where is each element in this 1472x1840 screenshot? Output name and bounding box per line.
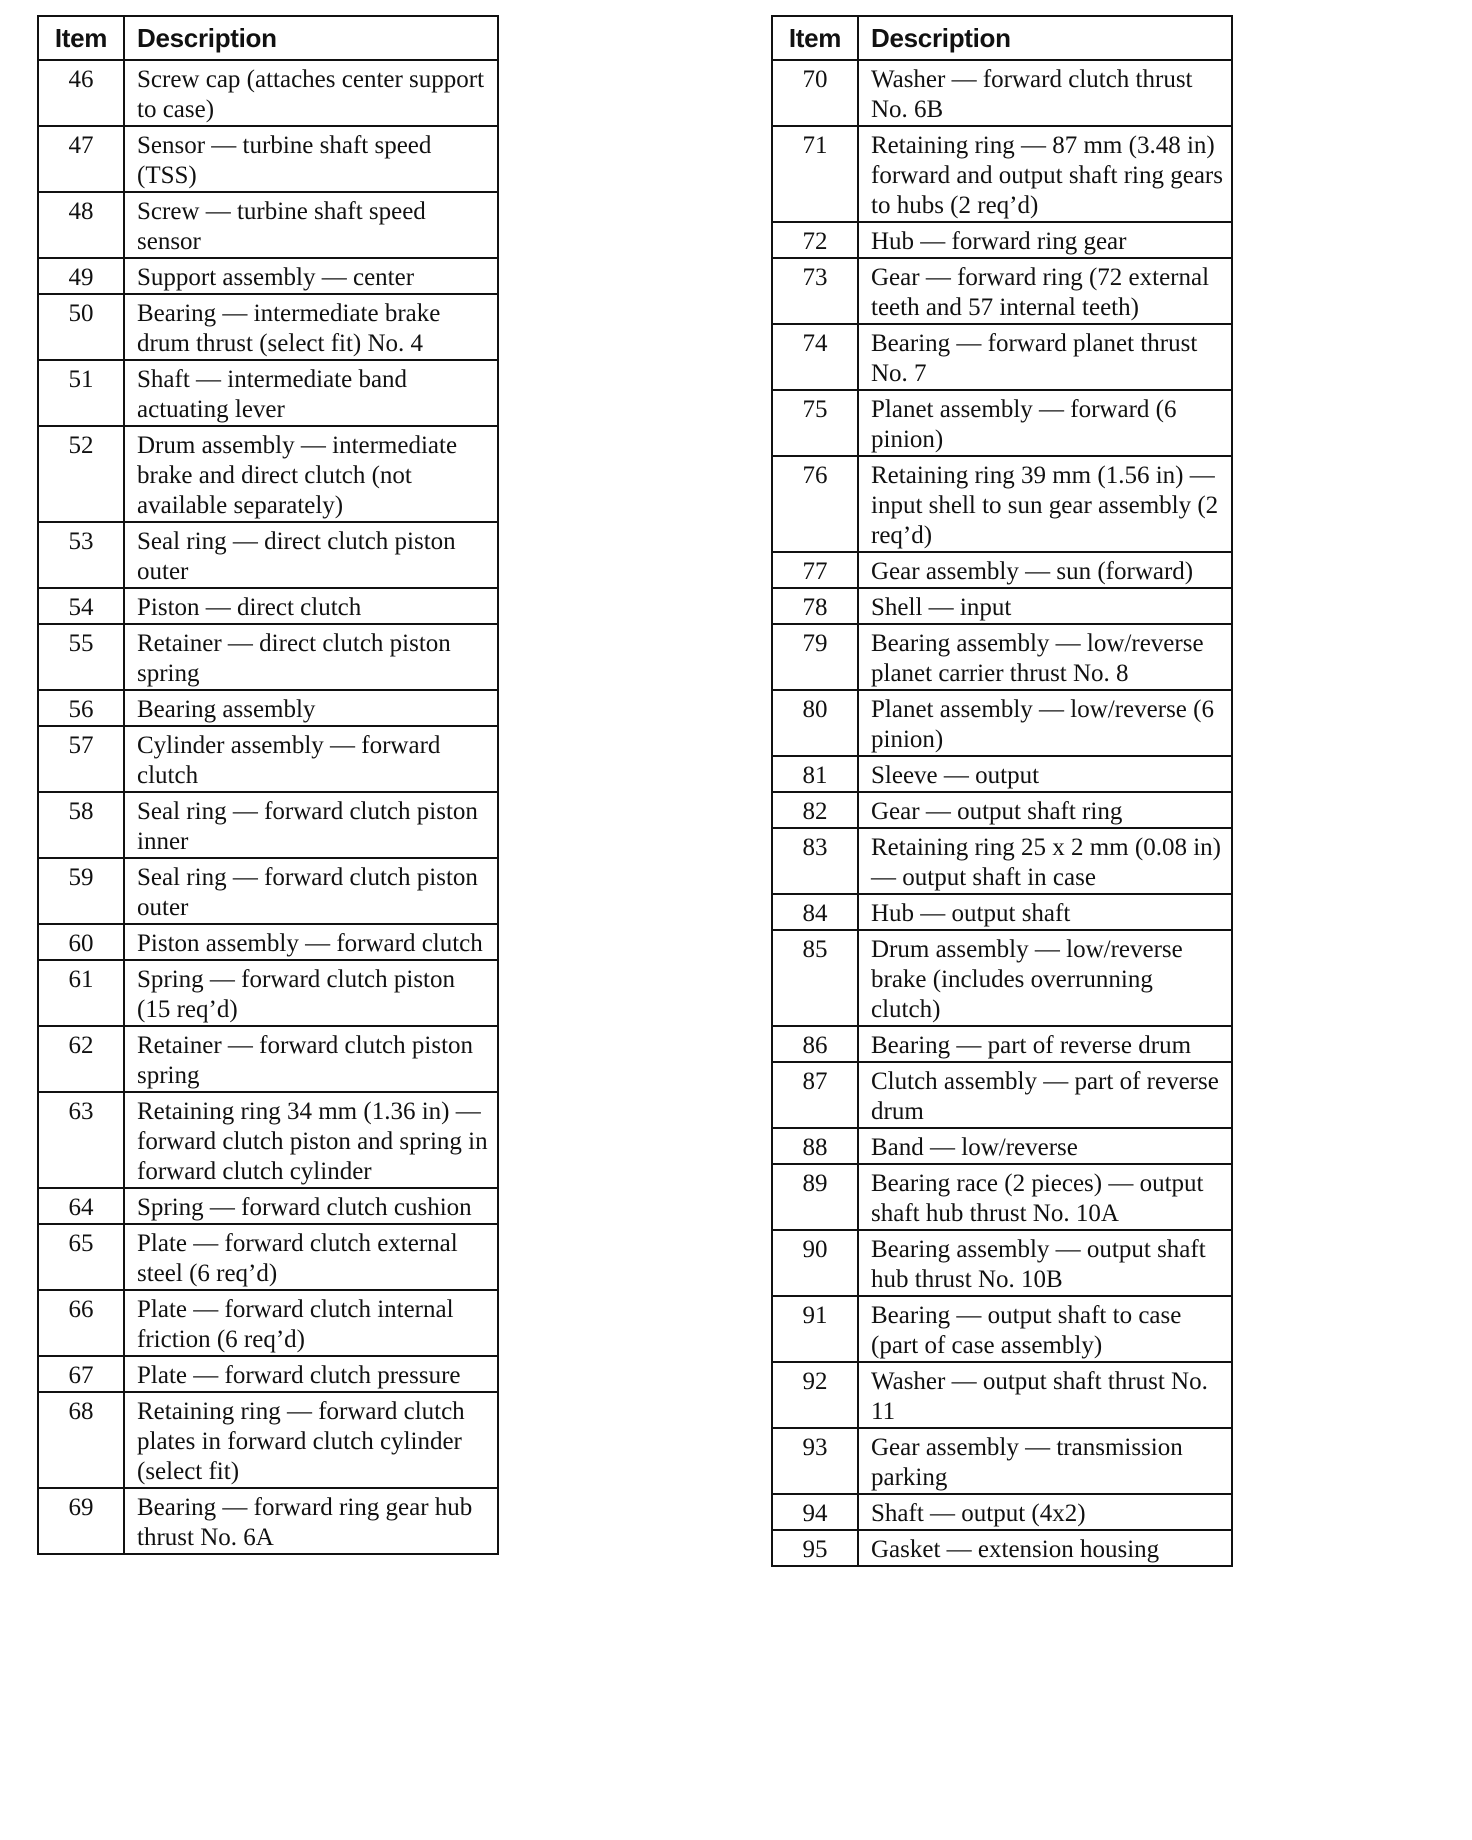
header-row (772, 16, 1232, 60)
item-number: 90 (772, 1230, 858, 1296)
item-description: Bearing — intermediate brake drum thrust (select fit) No. 4 (124, 294, 498, 360)
item-number: 91 (772, 1296, 858, 1362)
item-description: Shaft — output (4x2) (858, 1494, 1232, 1530)
item-description: Gasket — extension housing (858, 1530, 1232, 1566)
item-number: 76 (772, 456, 858, 552)
item-description: Piston assembly — forward clutch (124, 924, 498, 960)
item-number: 66 (38, 1290, 124, 1356)
item-description: Planet assembly — forward (6 pinion) (858, 390, 1232, 456)
table-row (38, 960, 498, 1026)
item-description: Drum assembly — low/reverse brake (includes overrunning clutch) (858, 930, 1232, 1026)
table-row (772, 1296, 1232, 1362)
item-number: 74 (772, 324, 858, 390)
item-number: 56 (38, 690, 124, 726)
item-number: 92 (772, 1362, 858, 1428)
item-number: 61 (38, 960, 124, 1026)
item-number: 94 (772, 1494, 858, 1530)
table-row (38, 858, 498, 924)
description-column-header: Description (124, 16, 498, 60)
table-row (772, 552, 1232, 588)
item-column-header: Item (772, 16, 858, 60)
item-description: Sleeve — output (858, 756, 1232, 792)
item-number: 53 (38, 522, 124, 588)
item-description: Retaining ring 39 mm (1.56 in) — input shell to sun gear assembly (2 req’d) (858, 456, 1232, 552)
item-description: Retaining ring — forward clutch plates in forward clutch cylinder (select fit) (124, 1392, 498, 1488)
item-description: Washer — forward clutch thrust No. 6B (858, 60, 1232, 126)
table-row (38, 360, 498, 426)
table-row (38, 624, 498, 690)
item-description: Shell — input (858, 588, 1232, 624)
table-row (772, 894, 1232, 930)
header-row (38, 16, 498, 60)
item-description: Clutch assembly — part of reverse drum (858, 1062, 1232, 1128)
table-row (38, 522, 498, 588)
table-row (38, 192, 498, 258)
table-row (772, 456, 1232, 552)
item-number: 52 (38, 426, 124, 522)
table-row (772, 324, 1232, 390)
item-description: Band — low/reverse (858, 1128, 1232, 1164)
item-number: 70 (772, 60, 858, 126)
item-description: Spring — forward clutch cushion (124, 1188, 498, 1224)
item-number: 81 (772, 756, 858, 792)
parts-table-right (771, 15, 1233, 1567)
table-row (772, 1026, 1232, 1062)
table-row (38, 1224, 498, 1290)
item-description: Shaft — intermediate band actuating lever (124, 360, 498, 426)
item-description: Bearing assembly — output shaft hub thrust No. 10B (858, 1230, 1232, 1296)
item-description: Spring — forward clutch piston (15 req’d) (124, 960, 498, 1026)
item-number: 68 (38, 1392, 124, 1488)
item-number: 78 (772, 588, 858, 624)
item-number: 77 (772, 552, 858, 588)
table-row (772, 828, 1232, 894)
table-row (38, 1392, 498, 1488)
item-description: Cylinder assembly — forward clutch (124, 726, 498, 792)
item-number: 55 (38, 624, 124, 690)
parts-table-left (37, 15, 499, 1555)
item-number: 82 (772, 792, 858, 828)
item-description: Retaining ring 25 x 2 mm (0.08 in) — output shaft in case (858, 828, 1232, 894)
item-number: 49 (38, 258, 124, 294)
description-column-header: Description (858, 16, 1232, 60)
table-row (772, 1428, 1232, 1494)
item-number: 69 (38, 1488, 124, 1554)
table-row (38, 126, 498, 192)
item-description: Bearing assembly — low/reverse planet carrier thrust No. 8 (858, 624, 1232, 690)
table-row (38, 1188, 498, 1224)
table-row (772, 1530, 1232, 1566)
item-number: 88 (772, 1128, 858, 1164)
item-number: 51 (38, 360, 124, 426)
table-row (38, 426, 498, 522)
item-description: Retaining ring 34 mm (1.36 in) — forward clutch piston and spring in forward clutch cylinder (124, 1092, 498, 1188)
table-row (38, 690, 498, 726)
table-row (38, 1290, 498, 1356)
item-number: 84 (772, 894, 858, 930)
item-description: Bearing — forward ring gear hub thrust No. 6A (124, 1488, 498, 1554)
item-description: Plate — forward clutch external steel (6 req’d) (124, 1224, 498, 1290)
item-number: 46 (38, 60, 124, 126)
item-number: 72 (772, 222, 858, 258)
item-description: Hub — output shaft (858, 894, 1232, 930)
table-row (772, 792, 1232, 828)
item-description: Gear — forward ring (72 external teeth and 57 internal teeth) (858, 258, 1232, 324)
item-number: 89 (772, 1164, 858, 1230)
table-row (38, 258, 498, 294)
table-row (772, 1164, 1232, 1230)
item-description: Seal ring — forward clutch piston outer (124, 858, 498, 924)
item-description: Bearing assembly (124, 690, 498, 726)
item-description: Drum assembly — intermediate brake and direct clutch (not available separately) (124, 426, 498, 522)
item-description: Bearing — forward planet thrust No. 7 (858, 324, 1232, 390)
table-row (38, 60, 498, 126)
item-description: Sensor — turbine shaft speed (TSS) (124, 126, 498, 192)
table-row (772, 930, 1232, 1026)
table-row (772, 126, 1232, 222)
table-row (772, 690, 1232, 756)
item-number: 48 (38, 192, 124, 258)
item-description: Plate — forward clutch internal friction (6 req’d) (124, 1290, 498, 1356)
table-row (38, 1092, 498, 1188)
item-description: Hub — forward ring gear (858, 222, 1232, 258)
item-description: Washer — output shaft thrust No. 11 (858, 1362, 1232, 1428)
item-number: 62 (38, 1026, 124, 1092)
item-number: 59 (38, 858, 124, 924)
table-row (38, 924, 498, 960)
item-description: Retainer — direct clutch piston spring (124, 624, 498, 690)
table-row (38, 1026, 498, 1092)
item-number: 64 (38, 1188, 124, 1224)
item-number: 83 (772, 828, 858, 894)
item-number: 54 (38, 588, 124, 624)
item-number: 60 (38, 924, 124, 960)
table-row (772, 258, 1232, 324)
item-number: 80 (772, 690, 858, 756)
item-number: 86 (772, 1026, 858, 1062)
table-row (772, 222, 1232, 258)
item-description: Gear assembly — sun (forward) (858, 552, 1232, 588)
item-description: Screw cap (attaches center support to case) (124, 60, 498, 126)
table-row (772, 624, 1232, 690)
table-row (772, 1494, 1232, 1530)
item-description: Planet assembly — low/reverse (6 pinion) (858, 690, 1232, 756)
item-number: 67 (38, 1356, 124, 1392)
table-row (772, 1362, 1232, 1428)
table-row (772, 1128, 1232, 1164)
table-row (38, 792, 498, 858)
table-row (38, 294, 498, 360)
item-description: Screw — turbine shaft speed sensor (124, 192, 498, 258)
item-column-header: Item (38, 16, 124, 60)
item-number: 95 (772, 1530, 858, 1566)
item-number: 47 (38, 126, 124, 192)
item-description: Plate — forward clutch pressure (124, 1356, 498, 1392)
item-number: 65 (38, 1224, 124, 1290)
item-description: Seal ring — forward clutch piston inner (124, 792, 498, 858)
item-number: 58 (38, 792, 124, 858)
table-row (38, 1356, 498, 1392)
item-description: Bearing — output shaft to case (part of case assembly) (858, 1296, 1232, 1362)
item-number: 79 (772, 624, 858, 690)
item-description: Retainer — forward clutch piston spring (124, 1026, 498, 1092)
item-number: 50 (38, 294, 124, 360)
item-number: 71 (772, 126, 858, 222)
item-description: Piston — direct clutch (124, 588, 498, 624)
table-row (38, 588, 498, 624)
item-number: 73 (772, 258, 858, 324)
item-description: Gear — output shaft ring (858, 792, 1232, 828)
table-row (772, 1062, 1232, 1128)
item-number: 93 (772, 1428, 858, 1494)
item-description: Support assembly — center (124, 258, 498, 294)
item-description: Seal ring — direct clutch piston outer (124, 522, 498, 588)
item-number: 85 (772, 930, 858, 1026)
table-row (772, 1230, 1232, 1296)
table-row (38, 726, 498, 792)
item-description: Gear assembly — transmission parking (858, 1428, 1232, 1494)
item-description: Retaining ring — 87 mm (3.48 in) forward and output shaft ring gears to hubs (2 req’d) (858, 126, 1232, 222)
table-row (772, 756, 1232, 792)
item-number: 57 (38, 726, 124, 792)
item-number: 87 (772, 1062, 858, 1128)
table-row (772, 390, 1232, 456)
table-row (772, 588, 1232, 624)
table-row (772, 60, 1232, 126)
item-number: 75 (772, 390, 858, 456)
item-number: 63 (38, 1092, 124, 1188)
table-row (38, 1488, 498, 1554)
item-description: Bearing race (2 pieces) — output shaft hub thrust No. 10A (858, 1164, 1232, 1230)
item-description: Bearing — part of reverse drum (858, 1026, 1232, 1062)
